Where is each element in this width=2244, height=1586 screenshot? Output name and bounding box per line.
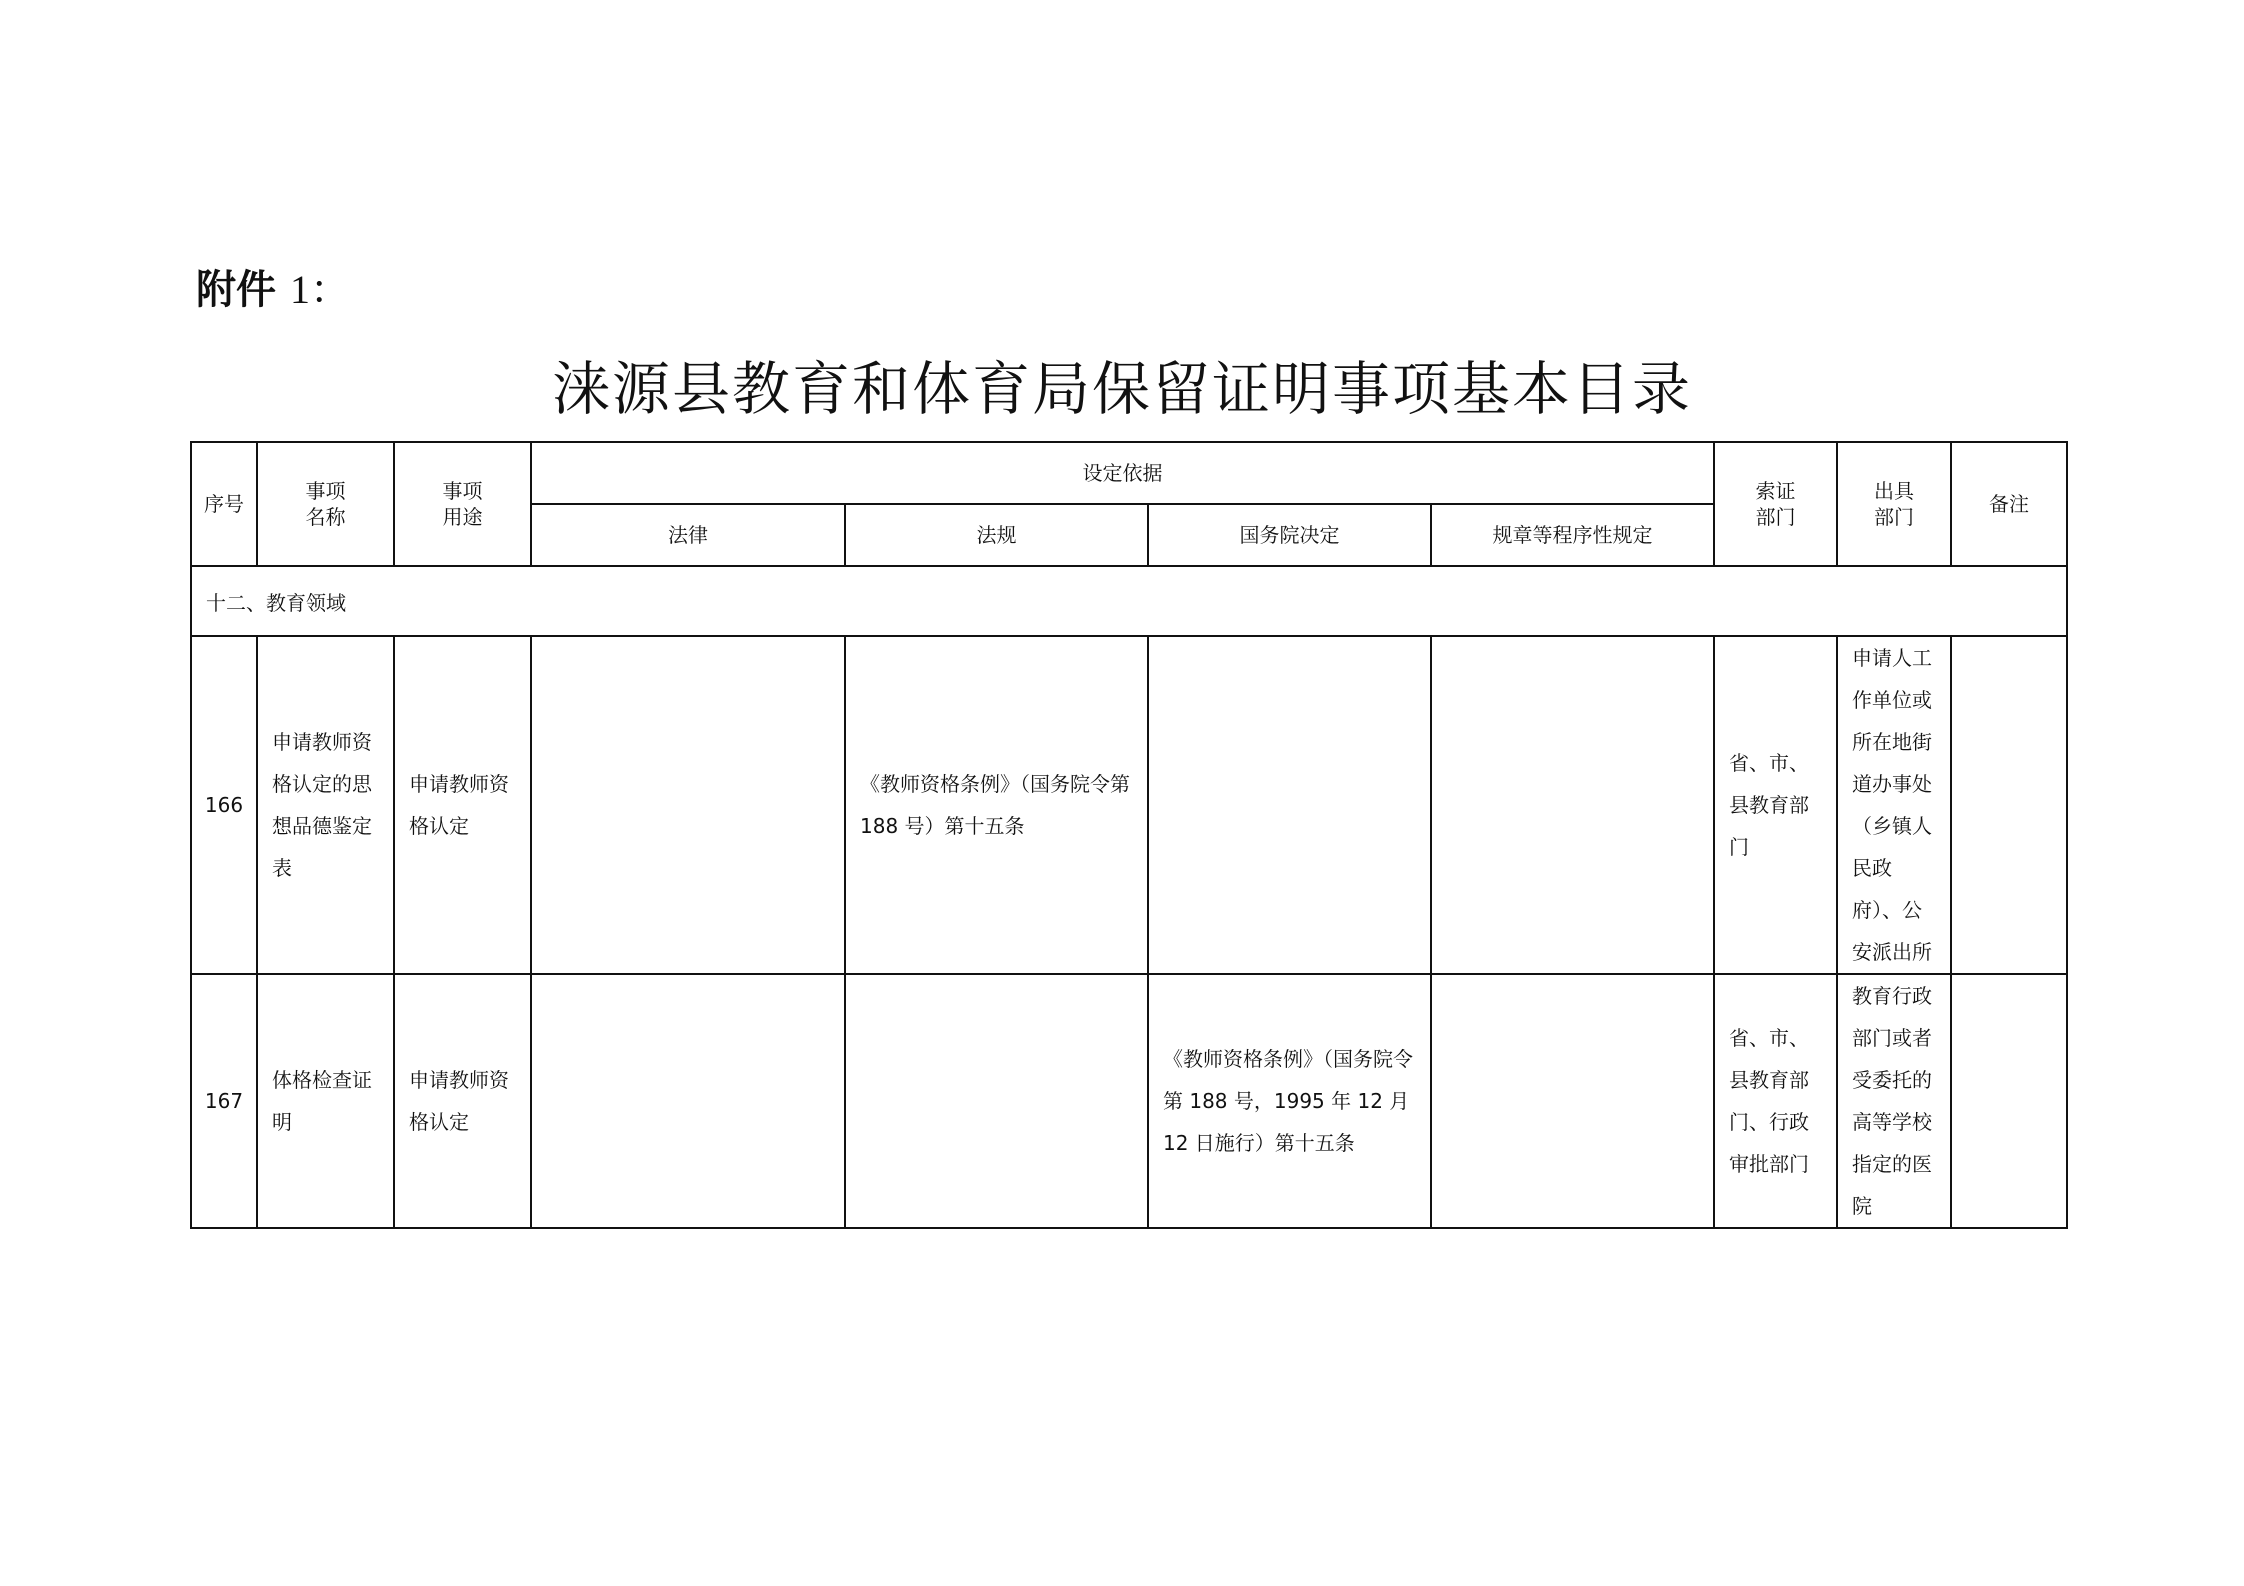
cell-regulation <box>845 974 1148 1228</box>
cell-remark <box>1951 636 2067 974</box>
cell-name: 申请教师资格认定的思想品德鉴定表 <box>257 636 394 974</box>
cell-seq: 166 <box>191 636 257 974</box>
col-header-state-council: 国务院决定 <box>1148 504 1431 566</box>
cell-issue-dept: 申请人工作单位或所在地街道办事处（乡镇人民政府）、公安派出所 <box>1837 636 1951 974</box>
cell-rules <box>1431 974 1714 1228</box>
cell-state-council: 《教师资格条例》（国务院令第 188 号，1995 年 12 月 12 日施行）第十五条 <box>1148 974 1431 1228</box>
col-header-name: 事项名称 <box>257 442 394 566</box>
col-header-purpose: 事项用途 <box>394 442 531 566</box>
cell-law <box>531 636 845 974</box>
cell-name: 体格检查证明 <box>257 974 394 1228</box>
cell-seq: 167 <box>191 974 257 1228</box>
col-header-issue-dept: 出具部门 <box>1837 442 1951 566</box>
col-header-rules: 规章等程序性规定 <box>1431 504 1714 566</box>
cell-regulation: 《教师资格条例》（国务院令第 188 号）第十五条 <box>845 636 1148 974</box>
cell-rules <box>1431 636 1714 974</box>
cell-law <box>531 974 845 1228</box>
table-row <box>191 974 2067 1228</box>
cell-issue-dept: 教育行政部门或者受委托的高等学校指定的医院 <box>1837 974 1951 1228</box>
section-row: 十二、教育领域 <box>191 566 2067 636</box>
cell-request-dept: 省、市、县教育部门、行政审批部门 <box>1714 974 1837 1228</box>
attachment-number: 1： <box>289 267 350 312</box>
col-header-regulation: 法规 <box>845 504 1148 566</box>
col-header-basis: 设定依据 <box>531 442 1714 504</box>
attachment-label <box>196 258 350 315</box>
col-header-law: 法律 <box>531 504 845 566</box>
col-header-request-dept: 索证部门 <box>1714 442 1837 566</box>
cell-remark <box>1951 974 2067 1228</box>
cell-request-dept: 省、市、县教育部门 <box>1714 636 1837 974</box>
page-title: 涞源县教育和体育局保留证明事项基本目录 <box>551 355 1692 423</box>
table-row <box>191 636 2067 974</box>
cell-purpose: 申请教师资格认定 <box>394 636 531 974</box>
catalog-table <box>190 441 2068 1229</box>
attachment-text: 附件 <box>196 267 276 313</box>
col-header-remark: 备注 <box>1951 442 2067 566</box>
cell-purpose: 申请教师资格认定 <box>394 974 531 1228</box>
col-header-seq: 序号 <box>191 442 257 566</box>
cell-state-council <box>1148 636 1431 974</box>
